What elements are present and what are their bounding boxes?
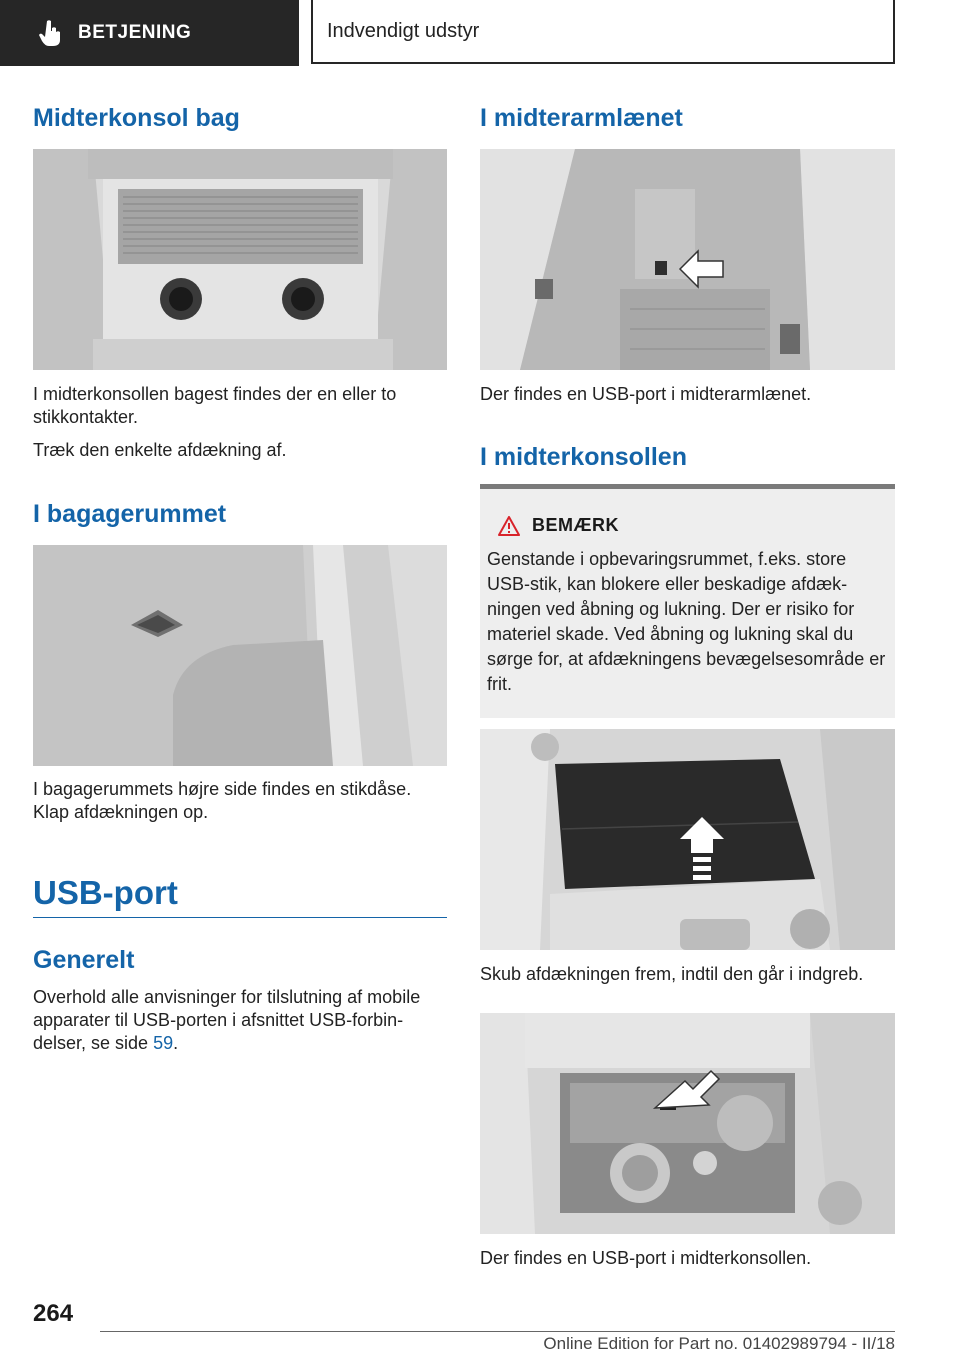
paragraph-general-usb-text: Overhold alle anvisninger for tilslutning af mobile apparater til USB-porten i afsnittet USB-forbin-delser, se side [33,987,421,1053]
paragraph-general-usb-end: . [173,1033,179,1053]
warning-triangle-icon [498,516,520,536]
footer-edition: Online Edition for Part no. 01402989794 - II/18 [543,1334,895,1353]
heading-midterkonsol-bag: Midterkonsol bag [33,104,240,132]
page-link-59[interactable]: 59 [153,1033,174,1053]
paragraph-remove-cover: Træk den enkelte afdækning af. [33,440,287,460]
heading-generelt: Generelt [33,946,135,974]
usb-heading-rule [33,917,447,918]
photo-luggage-socket [33,545,447,766]
section-label: BETJENING [78,22,192,43]
heading-i-bagagerummet: I bagagerummet [33,500,227,528]
photo-armrest-usb [480,149,895,370]
heading-i-midterarmlaenet: I midterarmlænet [480,104,683,132]
notice-title-row [498,515,619,536]
photo-console-cover [480,729,895,950]
hand-pointer-icon [38,19,64,47]
heading-i-midterkonsollen: I midterkonsollen [480,443,687,471]
photo-rear-console [33,149,447,370]
paragraph-rear-console-sockets: I midterkonsollen bagest findes der en eller to stikkontakter. [33,384,397,427]
paragraph-armrest-usb: Der findes en USB-port i midterarmlænet. [480,384,812,404]
paragraph-general-usb [33,986,447,1055]
footer-rule [100,1331,895,1332]
paragraph-console-usb: Der findes en USB-port i midterkonsollen. [480,1248,812,1268]
notice-text: Genstande i opbevaringsrummet, f.eks. store USB-stik, kan blokere eller beskadige afdæk-ningen ved åbning og lukning. Der er risiko for materiel skade. Ved åbning og lukning skal du sørge for, at afdækningens bevægelsesområde er frit. [487,549,886,694]
chapter-title-box [311,0,895,64]
header-section-tab [0,0,299,66]
photo-console-usb [480,1013,895,1234]
chapter-title: Indvendigt udstyr [327,19,480,42]
notice-title: BEMÆRK [532,515,619,535]
page-number: 264 [33,1300,74,1327]
paragraph-luggage-socket: I bagagerummets højre side findes en stikdåse. Klap afdækningen op. [33,779,412,822]
notice-box [480,484,895,718]
heading-usb-port: USB-port [33,874,178,911]
paragraph-push-cover: Skub afdækningen frem, indtil den går i indgreb. [480,964,864,984]
